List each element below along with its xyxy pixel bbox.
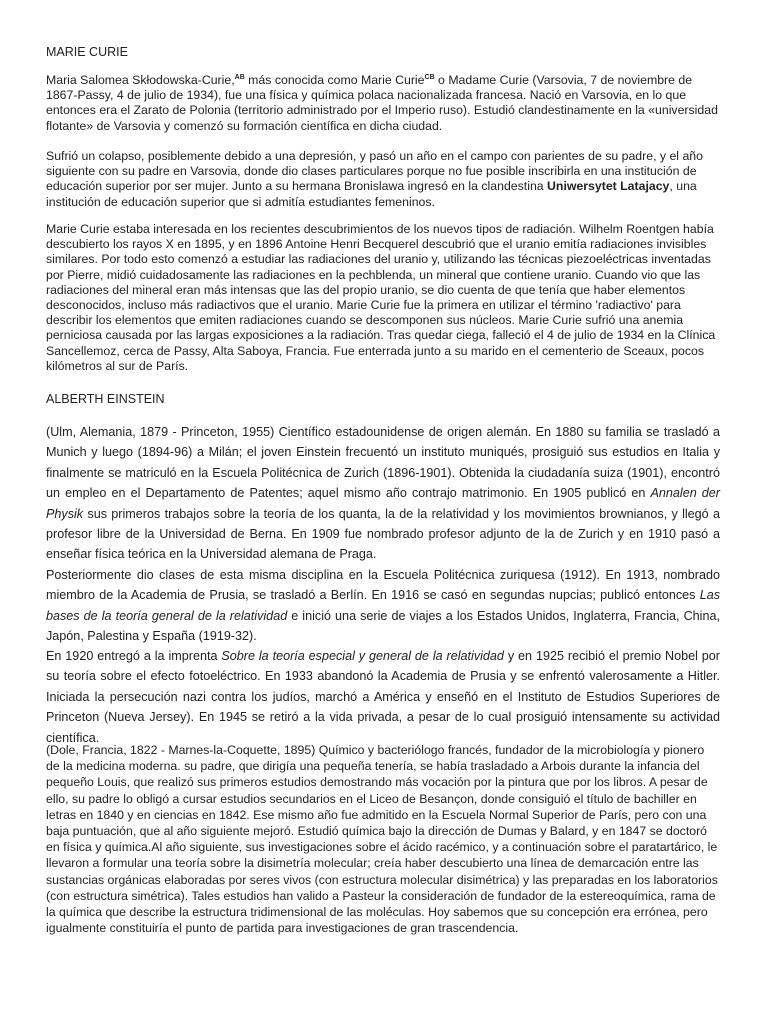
curie-p1-text-c: o Madame Curie (Varsovia, 7 de noviembre de 1867-Passy, 4 de julio de 1934), fue una física y química polaca nacionalizada francesa. Nació en Varsovia, en lo que entonces era el Zarato de Polonia (territorio administrado por el Imperio ruso). Estudió clandestinamente en la «universidad flotante» de Varsovia y comenzó su formación científica en dicha ciudad. (46, 73, 718, 133)
book-title-teoria: Sobre la teoría especial y general de la relatividad (221, 649, 504, 663)
curie-paragraph-3: Marie Curie estaba interesada en los recientes descubrimientos de los nuevos tipos de radiación. Wilhelm Roentgen había descubierto los rayos X en 1895, y en 1896 Antoine Henri Becquerel descubrió que el uranio emitía radiaciones invisibles similares. Por todo esto comenzó a estudiar las radiaciones del uranio y, utilizando las técnicas piezoeléctricas inventadas por Pierre, midió cuidadosamente las radiaciones en la pechblenda, un mineral que contiene uranio. Cuando vio que las radiaciones del mineral eran más intensas que las del propio uranio, se dio cuenta de que tenía que haber elementos desconocidos, incluso más radiactivos que el uranio. Marie Curie fue la primera en utilizar el término 'radiactivo' para describir los elementos que emiten radiaciones cuando se descomponen sus núcleos. Marie Curie sufrió una anemia perniciosa causada por las largas exposiciones a la radiación. Tras quedar ciega, falleció el 4 de julio de 1934 en la Clínica Sancellemoz, cerca de Passy, Alta Saboya, Francia. Fue enterrada junto a su marido en el cementerio de Sceaux, pocos kilómetros al sur de París. (46, 222, 716, 373)
pasteur-paragraph: (Dole, Francia, 1822 - Marnes-la-Coquette, 1895) Químico y bacteriólogo francés, fundador de la microbiología y pionero de la medicina moderna. su padre, que dirigía una pequeña tenería, se había trasladado a Arbois durante la infancia del pequeño Louis, que realizó sus primeros estudios demostrando más vocación por la pintura que por los libros. A pesar de ello, su padre lo obligó a cursar estudios secundarios en el Liceo de Besançon, donde consiguió el título de bachiller en letras en 1840 y en ciencias en 1842. Ese mismo año fue admitido en la Escuela Normal Superior de París, pero con una baja puntuación, que al año siguiente mejoró. Estudió química bajo la dirección de Dumas y Balard, y en 1847 se doctoró en física y química.Al año siguiente, sus investigaciones sobre el ácido racémico, y a continuación sobre el paratartárico, le llevaron a formular una teoría sobre la disimetría molecular; creía haber descubierto una línea de demarcación entre las sustancias orgánicas elaboradas por seres vivos (con estructura molecular disimétrica) y las preparadas en los laboratorios (con estructura simétrica). Tales estudios han valido a Pasteur la consideración de fundador de la estereoquímica, rama de la química que describe la estructura tridimensional de las moléculas. Hoy sabemos que su concepción era errónea, pero igualmente constituiría el punto de partida para investigaciones de gran trascendencia. (46, 743, 718, 936)
citation-cb: CB (424, 74, 435, 81)
einstein-p2-text-b: e inició una serie de viajes a los Estados Unidos, Inglaterra, Francia, China, Japón, Palestina y España (1919-32). (46, 608, 720, 644)
heading-marie-curie: MARIE CURIE (46, 45, 128, 59)
journal-title: Annalen der Physik (46, 486, 720, 521)
curie-paragraph-1 (46, 73, 720, 134)
book-title-bases: Las bases de la teoría general de la relatividad (46, 588, 720, 623)
curie-p1-text-b: más conocida como Marie Curie (244, 73, 425, 87)
einstein-p1-text-b: sus primeros trabajos sobre la teoría de los quanta, la de la relatividad y los movimientos brownianos, y llegó a profesor libre de la Universidad de Berna. En 1909 fue nombrado profesor adjunto de la de Zurich y en 1910 pasó a enseñar física teórica en la Universidad alemana de Praga. (46, 506, 720, 562)
heading-albert-einstein: ALBERTH EINSTEIN (46, 392, 165, 406)
curie-paragraph-2 (46, 149, 720, 210)
einstein-p3-text-b: y en 1925 recibió el premio Nobel por su teoría sobre el efecto fotoeléctrico. En 1933 abandonó la Academia de Prusia y se enfrentó valerosamente a Hitler. Iniciada la persecución nazi contra los judíos, marchó a América y enseñó en el Instituto de Estudios Superiores de Princeton (Nueva Jersey). En 1945 se retiró a la vida privada, a pesar de lo cual prosiguió intensamente su actividad científica. (46, 649, 720, 745)
einstein-paragraph-3 (46, 646, 720, 748)
einstein-p1-text-a: (Ulm, Alemania, 1879 - Princeton, 1955) Científico estadounidense de origen alemán. En 1880 su familia se trasladó a Munich y luego (1894-96) a Milán; el joven Einstein frecuentó un instituto muniqués, prosiguió sus estudios en Italia y finalmente se matriculó en la Escuela Politécnica de Zurich (1896-1901). Obtenida la ciudadanía suiza (1901), encontró un empleo en el Departamento de Patentes; aquel mismo año contrajo matrimonio. En 1905 publicó en (46, 425, 720, 501)
einstein-paragraph-1 (46, 422, 720, 565)
einstein-paragraph-2 (46, 565, 720, 647)
citation-ab: AB (234, 74, 245, 81)
curie-p1-text-a: Maria Salomea Skłodowska-Curie, (46, 73, 235, 87)
university-name: Uniwersytet Latajacy (547, 179, 670, 194)
einstein-p2-text-a: Posteriormente dio clases de esta misma disciplina en la Escuela Politécnica zuriquesa (1912). En 1913, nombrado miembro de la Academia de Prusia, se trasladó a Berlín. En 1916 se casó en segundas nupcias; publicó entonces (46, 568, 720, 603)
curie-p2-text-b: , una institución de educación superior que si admitía estudiantes femeninos. (46, 179, 697, 209)
einstein-p3-text-a: En 1920 entregó a la imprenta (46, 649, 222, 663)
curie-p2-text-a: Sufrió un colapso, posiblemente debido a una depresión, y pasó un año en el campo con parientes de su padre, y el año siguiente con su padre en Varsovia, donde dio clases particulares porque no fue posible inscribirla en una institución de educación superior por ser mujer. Junto a su hermana Bronislawa ingresó en la clandestina (46, 149, 703, 194)
